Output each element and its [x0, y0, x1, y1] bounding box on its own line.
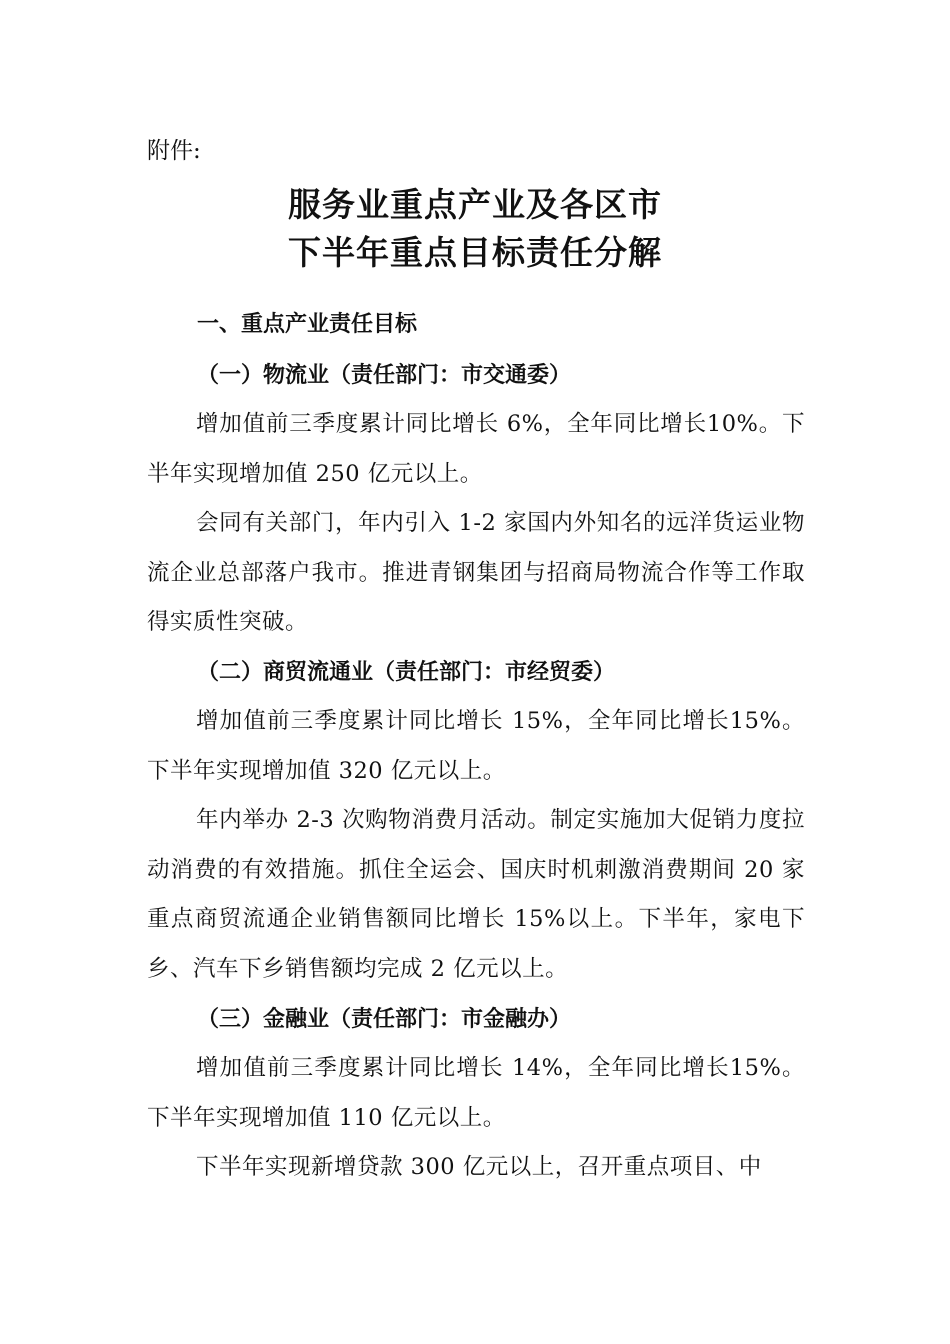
subsection-heading-finance: （三）金融业（责任部门：市金融办） [197, 1007, 572, 1032]
paragraph-finance-growth: 增加值前三季度累计同比增长 14%，全年同比增长15%。下半年实现增加值 110 亿元以上。 [147, 1055, 805, 1131]
paragraph-logistics-tasks: 会同有关部门，年内引入 1-2 家国内外知名的远洋货运业物流企业总部落户我市。推进青钢集团与招商局物流合作等工作取得实质性突破。 [147, 510, 805, 635]
paragraph-commerce-growth: 增加值前三季度累计同比增长 15%，全年同比增长15%。下半年实现增加值 320 亿元以上。 [147, 708, 805, 784]
subsection-heading-commerce: （二）商贸流通业（责任部门：市经贸委） [197, 660, 616, 685]
subsection-heading-logistics: （一）物流业（责任部门：市交通委） [197, 363, 572, 388]
paragraph-logistics-growth: 增加值前三季度累计同比增长 6%，全年同比增长10%。下半年实现增加值 250 亿元以上。 [147, 411, 805, 487]
document-title-line-1: 服务业重点产业及各区市 [288, 185, 662, 224]
document-title-line-2: 下半年重点目标责任分解 [288, 233, 662, 272]
paragraph-finance-tasks: 下半年实现新增贷款 300 亿元以上，召开重点项目、中 [196, 1154, 762, 1180]
attachment-label: 附件: [147, 138, 201, 164]
paragraph-commerce-tasks: 年内举办 2-3 次购物消费月活动。制定实施加大促销力度拉动消费的有效措施。抓住全运会、国庆时机刺激消费期间 20 家重点商贸流通企业销售额同比增长 15%以上。下半年，家电下乡、汽车下乡销售额均完成 2 亿元以上。 [147, 807, 805, 982]
section-heading: 一、重点产业责任目标 [197, 312, 418, 337]
